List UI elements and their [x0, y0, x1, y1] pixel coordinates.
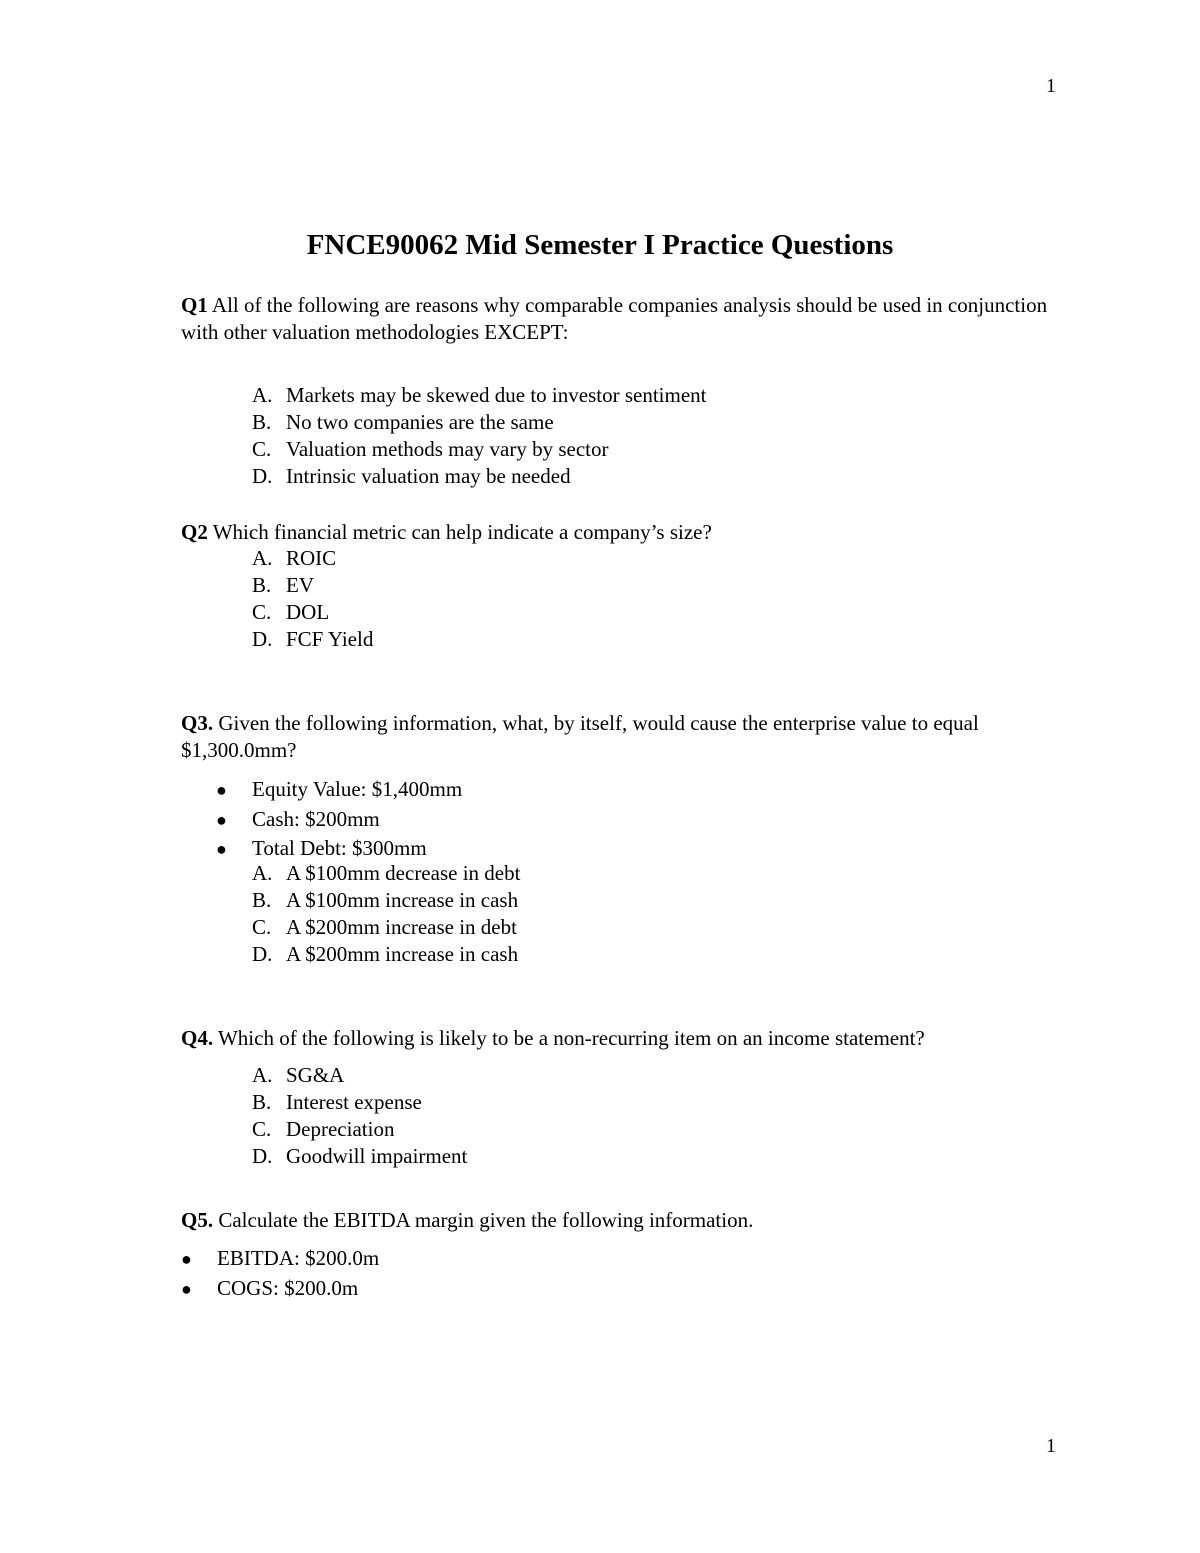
question-number: Q2 [181, 520, 208, 544]
option-d [252, 626, 373, 653]
bullet-text: COGS: $200.0m [217, 1275, 359, 1300]
option-a [252, 1062, 467, 1089]
option-a [252, 545, 373, 572]
option-c [252, 914, 520, 941]
option-text: Goodwill impairment [286, 1144, 468, 1168]
question-1-options [252, 382, 706, 490]
option-letter: A. [252, 383, 273, 407]
bullet-icon: ● [216, 839, 227, 859]
question-text: Given the following information, what, by itself, would cause the enterprise value to equal $1,300.0mm? [181, 711, 979, 762]
question-4 [181, 1025, 1081, 1052]
option-letter: A. [252, 546, 273, 570]
option-text: No two companies are the same [286, 410, 554, 434]
page-number-top: 1 [1046, 75, 1056, 97]
option-c [252, 436, 706, 463]
option-text: Intrinsic valuation may be needed [286, 464, 571, 488]
question-text: Which financial metric can help indicate a company’s size? [207, 520, 712, 544]
option-letter: D. [252, 1144, 273, 1168]
bullet-item [181, 1244, 379, 1274]
question-number: Q3. [181, 711, 214, 735]
option-letter: C. [252, 915, 272, 939]
question-1 [181, 292, 1081, 346]
option-text: Interest expense [286, 1090, 422, 1114]
option-text: DOL [286, 600, 330, 624]
bullet-icon: ● [216, 780, 227, 800]
option-text: A $100mm increase in cash [286, 888, 519, 912]
option-text: A $200mm increase in debt [286, 915, 517, 939]
question-number: Q4. [181, 1026, 214, 1050]
question-3-options [252, 860, 520, 968]
bullet-icon: ● [216, 809, 227, 830]
question-4-options [252, 1062, 467, 1170]
option-c [252, 1116, 467, 1143]
option-letter: B. [252, 888, 272, 912]
option-b [252, 887, 520, 914]
option-text: SG&A [286, 1063, 345, 1087]
bullet-icon: ● [181, 1278, 192, 1299]
page-title: FNCE90062 Mid Semester I Practice Questions [306, 229, 894, 261]
bullet-icon: ● [181, 1249, 192, 1269]
option-text: A $100mm decrease in debt [286, 861, 521, 885]
option-letter: B. [252, 573, 272, 597]
option-letter: D. [252, 627, 273, 651]
option-letter: A. [252, 1063, 273, 1087]
question-3 [181, 710, 1081, 764]
option-letter: B. [252, 1090, 272, 1114]
option-text: Markets may be skewed due to investor sentiment [286, 383, 707, 407]
option-d [252, 1143, 467, 1170]
question-3-given-info [216, 775, 462, 864]
option-text: EV [286, 573, 314, 597]
question-text: Which of the following is likely to be a non-recurring item on an income statement? [213, 1026, 925, 1050]
option-b [252, 572, 373, 599]
question-5 [181, 1207, 1081, 1234]
option-d [252, 941, 520, 968]
option-b [252, 409, 706, 436]
bullet-text: EBITDA: $200.0m [217, 1246, 380, 1270]
page-number-bottom: 1 [1046, 1435, 1056, 1457]
option-text: A $200mm increase in cash [286, 942, 519, 966]
option-letter: C. [252, 600, 272, 624]
option-letter: C. [252, 1117, 272, 1141]
bullet-item [181, 1274, 379, 1304]
question-number: Q1 [181, 293, 208, 317]
bullet-text: Cash: $200mm [252, 806, 380, 831]
question-text: Calculate the EBITDA margin given the following information. [213, 1208, 754, 1232]
question-number: Q5. [181, 1208, 214, 1232]
question-2 [181, 519, 1081, 546]
option-b [252, 1089, 467, 1116]
option-letter: A. [252, 861, 273, 885]
option-text: ROIC [286, 546, 337, 570]
question-2-options [252, 545, 373, 653]
option-a [252, 860, 520, 887]
option-letter: B. [252, 410, 272, 434]
option-letter: D. [252, 464, 273, 488]
option-text: Depreciation [286, 1117, 395, 1141]
question-text: All of the following are reasons why comparable companies analysis should be used in conjunction with other valuation methodologies EXCEPT: [181, 293, 1048, 344]
option-text: Valuation methods may vary by sector [286, 437, 609, 461]
option-text: FCF Yield [286, 627, 374, 651]
option-letter: C. [252, 437, 272, 461]
question-5-given-info [181, 1244, 379, 1303]
option-c [252, 599, 373, 626]
bullet-item [216, 775, 462, 805]
bullet-text: Total Debt: $300mm [252, 836, 427, 860]
bullet-item [216, 805, 462, 835]
bullet-text: Equity Value: $1,400mm [252, 777, 463, 801]
option-letter: D. [252, 942, 273, 966]
option-d [252, 463, 706, 490]
option-a [252, 382, 706, 409]
